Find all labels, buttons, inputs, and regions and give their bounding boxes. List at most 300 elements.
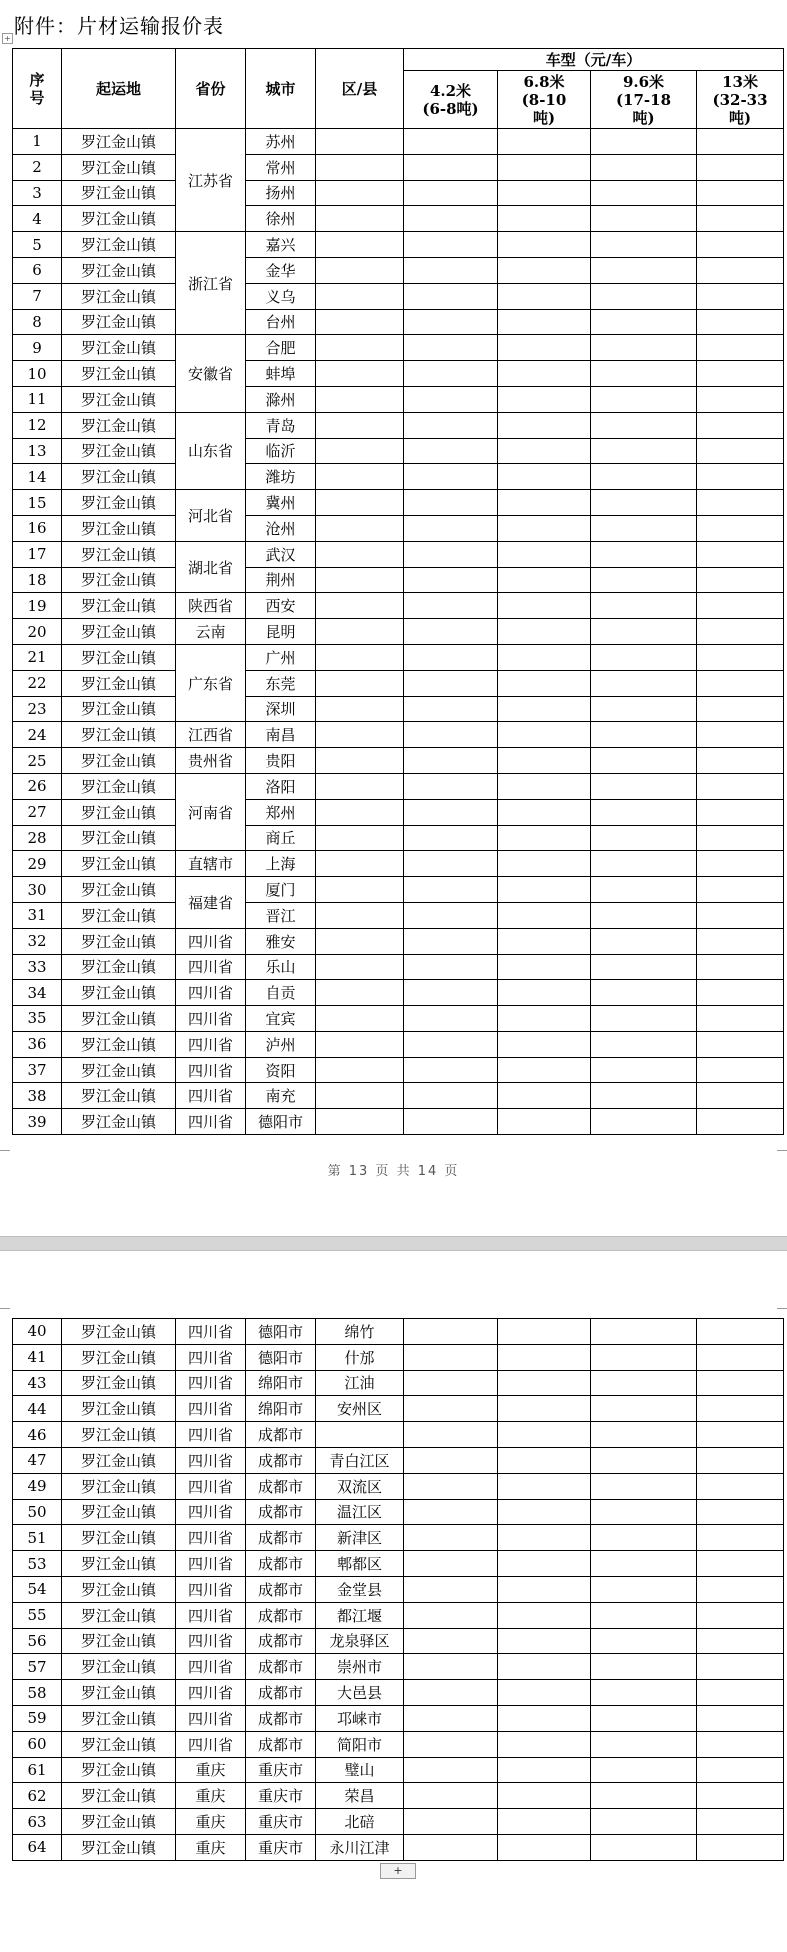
cell-price-6-8m[interactable]	[498, 180, 591, 206]
cell-price-4-2m[interactable]	[404, 1370, 498, 1396]
cell-district[interactable]: 双流区	[316, 1473, 404, 1499]
cell-price-6-8m[interactable]	[498, 954, 591, 980]
cell-price-13m[interactable]	[697, 541, 784, 567]
cell-price-9-6m[interactable]	[591, 1680, 697, 1706]
cell-price-6-8m[interactable]	[498, 928, 591, 954]
cell-price-9-6m[interactable]	[591, 464, 697, 490]
cell-price-13m[interactable]	[697, 438, 784, 464]
cell-price-13m[interactable]	[697, 180, 784, 206]
cell-price-13m[interactable]	[697, 1525, 784, 1551]
cell-price-6-8m[interactable]	[498, 567, 591, 593]
cell-district[interactable]	[316, 825, 404, 851]
cell-price-9-6m[interactable]	[591, 619, 697, 645]
cell-price-9-6m[interactable]	[591, 541, 697, 567]
cell-price-13m[interactable]	[697, 877, 784, 903]
cell-price-13m[interactable]	[697, 1473, 784, 1499]
cell-price-9-6m[interactable]	[591, 412, 697, 438]
cell-price-9-6m[interactable]	[591, 722, 697, 748]
cell-price-6-8m[interactable]	[498, 980, 591, 1006]
cell-district[interactable]	[316, 361, 404, 387]
cell-price-13m[interactable]	[697, 722, 784, 748]
cell-price-4-2m[interactable]	[404, 928, 498, 954]
cell-district[interactable]: 绵竹	[316, 1319, 404, 1345]
cell-price-6-8m[interactable]	[498, 1705, 591, 1731]
cell-district[interactable]	[316, 1031, 404, 1057]
cell-price-9-6m[interactable]	[591, 644, 697, 670]
cell-price-4-2m[interactable]	[404, 799, 498, 825]
cell-price-13m[interactable]	[697, 851, 784, 877]
cell-price-13m[interactable]	[697, 129, 784, 155]
cell-price-6-8m[interactable]	[498, 1576, 591, 1602]
cell-price-13m[interactable]	[697, 1809, 784, 1835]
cell-price-9-6m[interactable]	[591, 1757, 697, 1783]
cell-price-9-6m[interactable]	[591, 232, 697, 258]
cell-price-4-2m[interactable]	[404, 180, 498, 206]
cell-price-6-8m[interactable]	[498, 851, 591, 877]
cell-price-6-8m[interactable]	[498, 206, 591, 232]
cell-price-9-6m[interactable]	[591, 1109, 697, 1135]
cell-price-13m[interactable]	[697, 748, 784, 774]
cell-price-13m[interactable]	[697, 1680, 784, 1706]
cell-price-4-2m[interactable]	[404, 748, 498, 774]
cell-price-13m[interactable]	[697, 1319, 784, 1345]
cell-district[interactable]	[316, 386, 404, 412]
cell-district[interactable]: 温江区	[316, 1499, 404, 1525]
cell-district[interactable]	[316, 129, 404, 155]
cell-price-13m[interactable]	[697, 773, 784, 799]
cell-price-6-8m[interactable]	[498, 386, 591, 412]
cell-price-13m[interactable]	[697, 1109, 784, 1135]
cell-price-4-2m[interactable]	[404, 129, 498, 155]
cell-price-13m[interactable]	[697, 1499, 784, 1525]
cell-district[interactable]: 都江堰	[316, 1602, 404, 1628]
cell-price-6-8m[interactable]	[498, 748, 591, 774]
cell-price-9-6m[interactable]	[591, 1422, 697, 1448]
cell-price-9-6m[interactable]	[591, 825, 697, 851]
cell-price-9-6m[interactable]	[591, 696, 697, 722]
cell-price-6-8m[interactable]	[498, 1031, 591, 1057]
cell-price-13m[interactable]	[697, 799, 784, 825]
cell-price-9-6m[interactable]	[591, 206, 697, 232]
cell-price-6-8m[interactable]	[498, 1006, 591, 1032]
cell-price-9-6m[interactable]	[591, 335, 697, 361]
cell-price-4-2m[interactable]	[404, 773, 498, 799]
cell-price-9-6m[interactable]	[591, 1006, 697, 1032]
cell-price-9-6m[interactable]	[591, 980, 697, 1006]
cell-price-6-8m[interactable]	[498, 309, 591, 335]
cell-district[interactable]	[316, 180, 404, 206]
cell-price-9-6m[interactable]	[591, 1057, 697, 1083]
cell-price-13m[interactable]	[697, 696, 784, 722]
cell-price-6-8m[interactable]	[498, 1809, 591, 1835]
cell-price-6-8m[interactable]	[498, 1628, 591, 1654]
cell-price-6-8m[interactable]	[498, 696, 591, 722]
cell-price-9-6m[interactable]	[591, 180, 697, 206]
cell-price-6-8m[interactable]	[498, 902, 591, 928]
cell-price-13m[interactable]	[697, 954, 784, 980]
cell-price-4-2m[interactable]	[404, 1628, 498, 1654]
cell-price-9-6m[interactable]	[591, 902, 697, 928]
cell-price-13m[interactable]	[697, 283, 784, 309]
cell-price-13m[interactable]	[697, 154, 784, 180]
cell-price-4-2m[interactable]	[404, 206, 498, 232]
cell-price-4-2m[interactable]	[404, 593, 498, 619]
cell-price-9-6m[interactable]	[591, 1473, 697, 1499]
cell-price-4-2m[interactable]	[404, 696, 498, 722]
cell-district[interactable]	[316, 644, 404, 670]
cell-price-13m[interactable]	[697, 490, 784, 516]
cell-price-13m[interactable]	[697, 1006, 784, 1032]
cell-price-6-8m[interactable]	[498, 825, 591, 851]
cell-price-4-2m[interactable]	[404, 644, 498, 670]
cell-price-4-2m[interactable]	[404, 386, 498, 412]
cell-price-6-8m[interactable]	[498, 1370, 591, 1396]
cell-district[interactable]	[316, 748, 404, 774]
cell-district[interactable]: 郫都区	[316, 1551, 404, 1577]
cell-price-6-8m[interactable]	[498, 129, 591, 155]
cell-price-4-2m[interactable]	[404, 412, 498, 438]
cell-district[interactable]	[316, 567, 404, 593]
cell-district[interactable]	[316, 1422, 404, 1448]
cell-district[interactable]	[316, 1083, 404, 1109]
cell-price-13m[interactable]	[697, 1083, 784, 1109]
cell-district[interactable]	[316, 670, 404, 696]
cell-district[interactable]	[316, 412, 404, 438]
cell-district[interactable]	[316, 257, 404, 283]
cell-price-4-2m[interactable]	[404, 1344, 498, 1370]
cell-district[interactable]: 北碚	[316, 1809, 404, 1835]
cell-price-4-2m[interactable]	[404, 851, 498, 877]
cell-district[interactable]: 大邑县	[316, 1680, 404, 1706]
cell-price-13m[interactable]	[697, 1602, 784, 1628]
cell-price-6-8m[interactable]	[498, 412, 591, 438]
cell-price-9-6m[interactable]	[591, 567, 697, 593]
cell-price-13m[interactable]	[697, 1757, 784, 1783]
cell-price-13m[interactable]	[697, 1422, 784, 1448]
cell-price-9-6m[interactable]	[591, 438, 697, 464]
cell-price-4-2m[interactable]	[404, 515, 498, 541]
cell-price-9-6m[interactable]	[591, 1705, 697, 1731]
cell-price-4-2m[interactable]	[404, 902, 498, 928]
cell-price-4-2m[interactable]	[404, 1809, 498, 1835]
cell-district[interactable]	[316, 283, 404, 309]
cell-price-6-8m[interactable]	[498, 154, 591, 180]
cell-price-13m[interactable]	[697, 361, 784, 387]
cell-price-4-2m[interactable]	[404, 980, 498, 1006]
cell-price-13m[interactable]	[697, 1396, 784, 1422]
cell-district[interactable]	[316, 928, 404, 954]
add-row-button[interactable]: +	[380, 1863, 416, 1879]
cell-price-4-2m[interactable]	[404, 1834, 498, 1860]
cell-price-13m[interactable]	[697, 515, 784, 541]
cell-price-13m[interactable]	[697, 928, 784, 954]
cell-district[interactable]	[316, 515, 404, 541]
cell-price-4-2m[interactable]	[404, 1422, 498, 1448]
cell-price-6-8m[interactable]	[498, 1731, 591, 1757]
cell-price-9-6m[interactable]	[591, 386, 697, 412]
cell-price-13m[interactable]	[697, 386, 784, 412]
cell-price-6-8m[interactable]	[498, 1473, 591, 1499]
cell-price-13m[interactable]	[697, 1447, 784, 1473]
cell-district[interactable]: 邛崃市	[316, 1705, 404, 1731]
cell-district[interactable]: 金堂县	[316, 1576, 404, 1602]
cell-district[interactable]: 江油	[316, 1370, 404, 1396]
cell-price-9-6m[interactable]	[591, 1834, 697, 1860]
cell-price-6-8m[interactable]	[498, 1680, 591, 1706]
cell-district[interactable]	[316, 799, 404, 825]
cell-price-6-8m[interactable]	[498, 1057, 591, 1083]
cell-price-4-2m[interactable]	[404, 464, 498, 490]
cell-price-6-8m[interactable]	[498, 1757, 591, 1783]
cell-district[interactable]	[316, 851, 404, 877]
cell-price-6-8m[interactable]	[498, 1834, 591, 1860]
cell-price-13m[interactable]	[697, 980, 784, 1006]
cell-price-4-2m[interactable]	[404, 438, 498, 464]
cell-price-13m[interactable]	[697, 1834, 784, 1860]
cell-district[interactable]: 崇州市	[316, 1654, 404, 1680]
cell-price-6-8m[interactable]	[498, 515, 591, 541]
cell-price-4-2m[interactable]	[404, 1473, 498, 1499]
cell-price-4-2m[interactable]	[404, 670, 498, 696]
cell-price-4-2m[interactable]	[404, 1757, 498, 1783]
cell-price-9-6m[interactable]	[591, 154, 697, 180]
cell-price-9-6m[interactable]	[591, 361, 697, 387]
cell-price-6-8m[interactable]	[498, 722, 591, 748]
cell-price-4-2m[interactable]	[404, 1602, 498, 1628]
cell-price-6-8m[interactable]	[498, 1602, 591, 1628]
cell-price-6-8m[interactable]	[498, 1783, 591, 1809]
cell-price-13m[interactable]	[697, 825, 784, 851]
cell-price-9-6m[interactable]	[591, 1447, 697, 1473]
cell-district[interactable]	[316, 206, 404, 232]
cell-price-9-6m[interactable]	[591, 257, 697, 283]
cell-district[interactable]	[316, 593, 404, 619]
cell-price-9-6m[interactable]	[591, 799, 697, 825]
cell-price-6-8m[interactable]	[498, 1422, 591, 1448]
cell-price-4-2m[interactable]	[404, 257, 498, 283]
cell-price-13m[interactable]	[697, 1344, 784, 1370]
cell-district[interactable]	[316, 980, 404, 1006]
cell-price-9-6m[interactable]	[591, 1499, 697, 1525]
cell-price-9-6m[interactable]	[591, 928, 697, 954]
cell-price-6-8m[interactable]	[498, 1109, 591, 1135]
cell-price-4-2m[interactable]	[404, 567, 498, 593]
cell-price-6-8m[interactable]	[498, 541, 591, 567]
cell-district[interactable]: 安州区	[316, 1396, 404, 1422]
cell-price-4-2m[interactable]	[404, 877, 498, 903]
cell-price-9-6m[interactable]	[591, 748, 697, 774]
cell-price-13m[interactable]	[697, 232, 784, 258]
cell-price-9-6m[interactable]	[591, 1525, 697, 1551]
cell-price-4-2m[interactable]	[404, 232, 498, 258]
cell-price-13m[interactable]	[697, 1576, 784, 1602]
cell-price-13m[interactable]	[697, 1628, 784, 1654]
cell-price-6-8m[interactable]	[498, 464, 591, 490]
cell-district[interactable]	[316, 696, 404, 722]
cell-price-9-6m[interactable]	[591, 593, 697, 619]
cell-district[interactable]	[316, 902, 404, 928]
cell-price-9-6m[interactable]	[591, 1809, 697, 1835]
cell-price-4-2m[interactable]	[404, 1576, 498, 1602]
cell-price-9-6m[interactable]	[591, 490, 697, 516]
cell-price-9-6m[interactable]	[591, 954, 697, 980]
cell-price-6-8m[interactable]	[498, 619, 591, 645]
cell-district[interactable]	[316, 490, 404, 516]
cell-district[interactable]	[316, 154, 404, 180]
cell-price-4-2m[interactable]	[404, 1031, 498, 1057]
cell-price-13m[interactable]	[697, 1057, 784, 1083]
cell-price-4-2m[interactable]	[404, 309, 498, 335]
cell-price-4-2m[interactable]	[404, 1447, 498, 1473]
cell-price-4-2m[interactable]	[404, 1006, 498, 1032]
cell-price-6-8m[interactable]	[498, 593, 591, 619]
cell-district[interactable]	[316, 541, 404, 567]
cell-price-6-8m[interactable]	[498, 1654, 591, 1680]
cell-price-9-6m[interactable]	[591, 851, 697, 877]
cell-price-4-2m[interactable]	[404, 1396, 498, 1422]
cell-price-13m[interactable]	[697, 206, 784, 232]
cell-price-9-6m[interactable]	[591, 1654, 697, 1680]
cell-district[interactable]	[316, 438, 404, 464]
cell-price-13m[interactable]	[697, 335, 784, 361]
cell-price-13m[interactable]	[697, 1370, 784, 1396]
cell-price-13m[interactable]	[697, 1731, 784, 1757]
cell-price-9-6m[interactable]	[591, 1344, 697, 1370]
cell-price-9-6m[interactable]	[591, 1319, 697, 1345]
cell-price-6-8m[interactable]	[498, 490, 591, 516]
cell-price-6-8m[interactable]	[498, 1447, 591, 1473]
cell-price-4-2m[interactable]	[404, 154, 498, 180]
cell-price-6-8m[interactable]	[498, 1319, 591, 1345]
cell-price-13m[interactable]	[697, 670, 784, 696]
cell-price-4-2m[interactable]	[404, 954, 498, 980]
cell-district[interactable]	[316, 335, 404, 361]
cell-price-9-6m[interactable]	[591, 877, 697, 903]
cell-price-9-6m[interactable]	[591, 1551, 697, 1577]
cell-price-4-2m[interactable]	[404, 1705, 498, 1731]
cell-price-9-6m[interactable]	[591, 129, 697, 155]
cell-price-4-2m[interactable]	[404, 490, 498, 516]
cell-price-9-6m[interactable]	[591, 1396, 697, 1422]
cell-price-4-2m[interactable]	[404, 1083, 498, 1109]
cell-price-6-8m[interactable]	[498, 1551, 591, 1577]
cell-price-9-6m[interactable]	[591, 1731, 697, 1757]
cell-price-6-8m[interactable]	[498, 773, 591, 799]
cell-district[interactable]: 荣昌	[316, 1783, 404, 1809]
cell-district[interactable]: 青白江区	[316, 1447, 404, 1473]
cell-price-4-2m[interactable]	[404, 335, 498, 361]
cell-price-6-8m[interactable]	[498, 877, 591, 903]
cell-price-13m[interactable]	[697, 1783, 784, 1809]
cell-price-13m[interactable]	[697, 464, 784, 490]
cell-district[interactable]	[316, 232, 404, 258]
cell-price-13m[interactable]	[697, 1031, 784, 1057]
cell-district[interactable]	[316, 722, 404, 748]
cell-price-13m[interactable]	[697, 593, 784, 619]
cell-price-6-8m[interactable]	[498, 335, 591, 361]
cell-price-4-2m[interactable]	[404, 722, 498, 748]
cell-price-9-6m[interactable]	[591, 1031, 697, 1057]
cell-price-13m[interactable]	[697, 567, 784, 593]
cell-district[interactable]	[316, 619, 404, 645]
cell-price-4-2m[interactable]	[404, 1551, 498, 1577]
cell-price-13m[interactable]	[697, 257, 784, 283]
cell-price-9-6m[interactable]	[591, 1628, 697, 1654]
cell-price-6-8m[interactable]	[498, 361, 591, 387]
cell-price-9-6m[interactable]	[591, 1370, 697, 1396]
cell-price-4-2m[interactable]	[404, 619, 498, 645]
cell-price-13m[interactable]	[697, 309, 784, 335]
cell-district[interactable]: 永川江津	[316, 1834, 404, 1860]
cell-district[interactable]	[316, 1006, 404, 1032]
cell-price-9-6m[interactable]	[591, 309, 697, 335]
cell-price-6-8m[interactable]	[498, 644, 591, 670]
cell-district[interactable]	[316, 773, 404, 799]
cell-district[interactable]: 什邡	[316, 1344, 404, 1370]
cell-price-13m[interactable]	[697, 644, 784, 670]
cell-price-9-6m[interactable]	[591, 515, 697, 541]
cell-district[interactable]: 璧山	[316, 1757, 404, 1783]
cell-price-4-2m[interactable]	[404, 1319, 498, 1345]
cell-price-4-2m[interactable]	[404, 541, 498, 567]
cell-price-13m[interactable]	[697, 1551, 784, 1577]
cell-district[interactable]	[316, 1109, 404, 1135]
cell-district[interactable]: 简阳市	[316, 1731, 404, 1757]
cell-price-4-2m[interactable]	[404, 1654, 498, 1680]
cell-price-13m[interactable]	[697, 1705, 784, 1731]
cell-price-9-6m[interactable]	[591, 1576, 697, 1602]
cell-price-13m[interactable]	[697, 1654, 784, 1680]
cell-price-13m[interactable]	[697, 902, 784, 928]
cell-price-9-6m[interactable]	[591, 773, 697, 799]
cell-price-6-8m[interactable]	[498, 1396, 591, 1422]
cell-price-4-2m[interactable]	[404, 1499, 498, 1525]
cell-price-6-8m[interactable]	[498, 283, 591, 309]
cell-price-4-2m[interactable]	[404, 1783, 498, 1809]
cell-district[interactable]: 龙泉驿区	[316, 1628, 404, 1654]
cell-district[interactable]	[316, 877, 404, 903]
cell-price-6-8m[interactable]	[498, 670, 591, 696]
cell-price-13m[interactable]	[697, 412, 784, 438]
cell-price-4-2m[interactable]	[404, 1525, 498, 1551]
cell-price-4-2m[interactable]	[404, 283, 498, 309]
cell-price-9-6m[interactable]	[591, 670, 697, 696]
cell-price-6-8m[interactable]	[498, 1344, 591, 1370]
cell-price-4-2m[interactable]	[404, 825, 498, 851]
cell-price-4-2m[interactable]	[404, 1057, 498, 1083]
cell-district[interactable]	[316, 309, 404, 335]
cell-price-4-2m[interactable]	[404, 1731, 498, 1757]
cell-price-9-6m[interactable]	[591, 1783, 697, 1809]
cell-price-6-8m[interactable]	[498, 1083, 591, 1109]
cell-price-9-6m[interactable]	[591, 1083, 697, 1109]
cell-price-6-8m[interactable]	[498, 257, 591, 283]
cell-price-6-8m[interactable]	[498, 1499, 591, 1525]
cell-price-6-8m[interactable]	[498, 232, 591, 258]
cell-price-4-2m[interactable]	[404, 1109, 498, 1135]
cell-price-6-8m[interactable]	[498, 1525, 591, 1551]
cell-price-9-6m[interactable]	[591, 283, 697, 309]
cell-district[interactable]	[316, 954, 404, 980]
cell-district[interactable]: 新津区	[316, 1525, 404, 1551]
cell-district[interactable]	[316, 464, 404, 490]
cell-price-13m[interactable]	[697, 619, 784, 645]
cell-price-9-6m[interactable]	[591, 1602, 697, 1628]
table-move-handle-icon[interactable]: +	[2, 33, 13, 44]
cell-price-4-2m[interactable]	[404, 361, 498, 387]
cell-price-6-8m[interactable]	[498, 799, 591, 825]
cell-district[interactable]	[316, 1057, 404, 1083]
